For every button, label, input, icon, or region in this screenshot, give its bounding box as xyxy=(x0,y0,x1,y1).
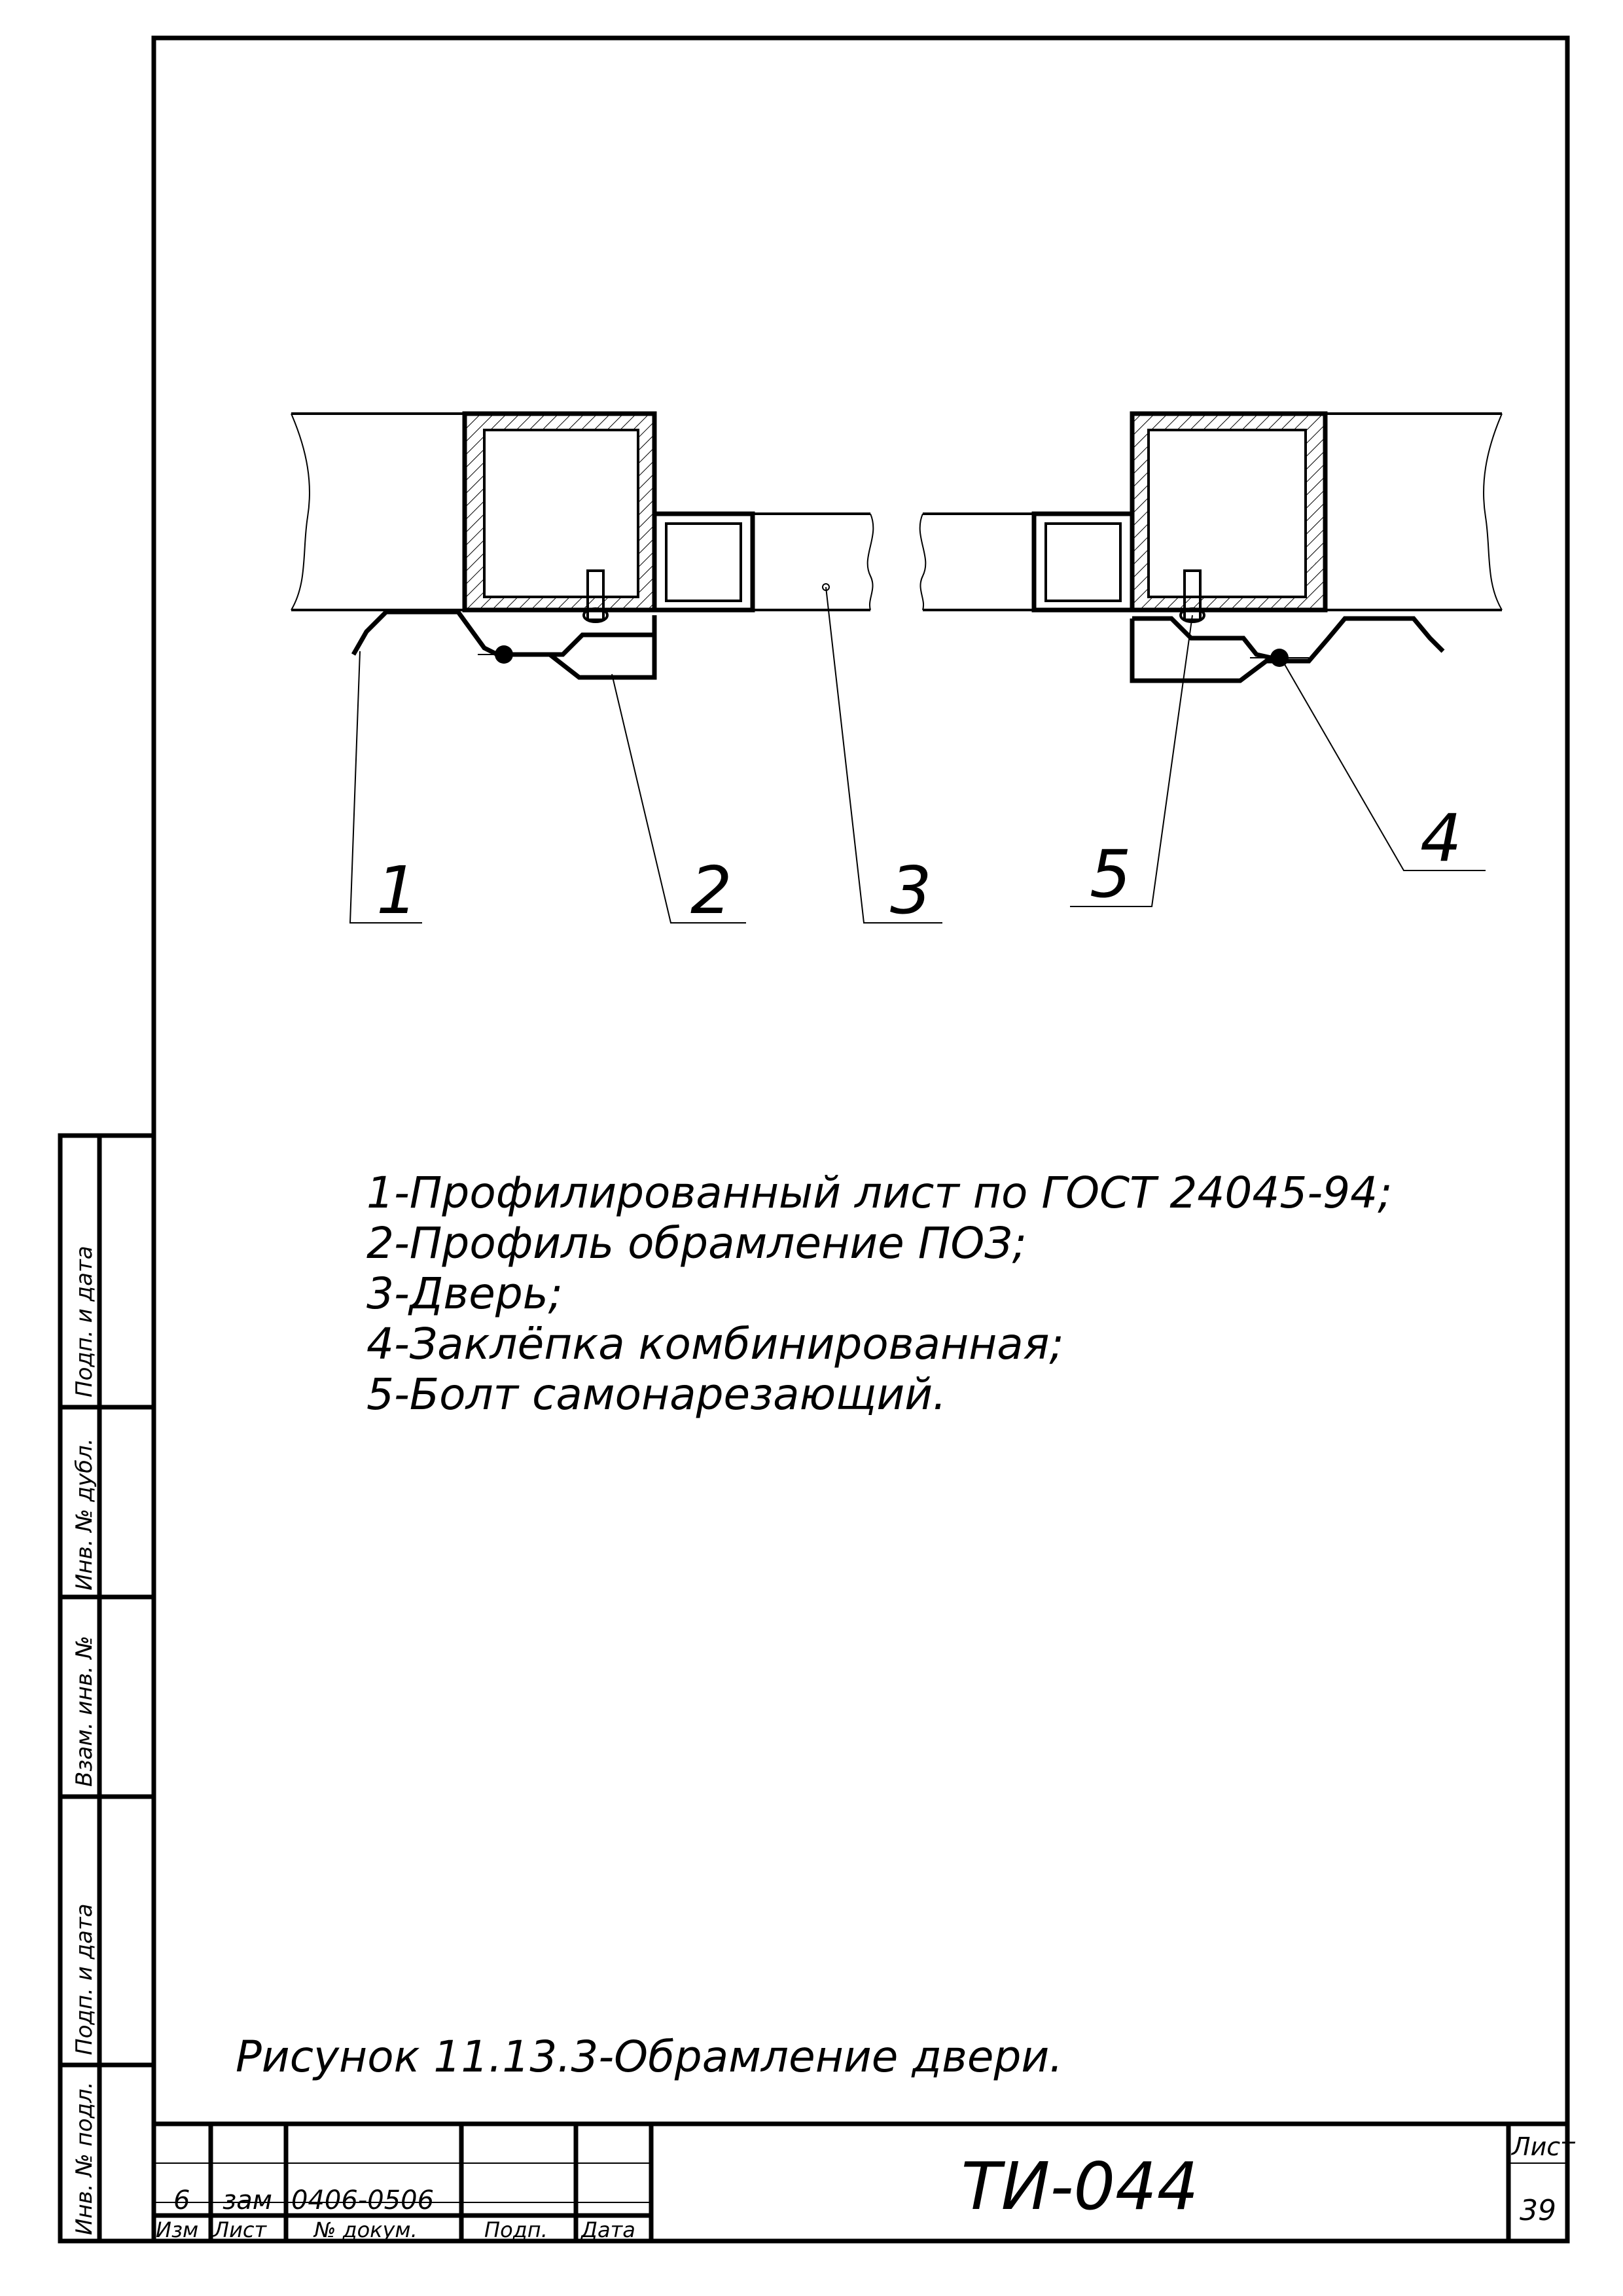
callout-1: 1 xyxy=(376,852,418,929)
left-frame-column xyxy=(465,414,654,610)
header-sign: Подп. xyxy=(484,2217,548,2242)
legend-item-5: 5-Болт самонарезающий. xyxy=(366,1369,947,1420)
side-stamp-vzam-inv: Взам. инв. № xyxy=(71,1636,98,1787)
door-right-part xyxy=(920,514,1132,610)
right-panel xyxy=(1325,414,1502,610)
document-code: ТИ-044 xyxy=(961,2148,1199,2225)
parts-legend xyxy=(366,1168,1392,1420)
callout-3: 3 xyxy=(890,852,932,929)
callout-5: 5 xyxy=(1090,836,1132,912)
sheet-number: 39 xyxy=(1520,2194,1556,2227)
figure-caption: Рисунок 11.13.3-Обрамление двери. xyxy=(236,2032,1063,2082)
right-frame-column xyxy=(1132,414,1325,610)
revision-kind: зам xyxy=(223,2185,272,2215)
side-stamp-podp-data-1: Подп. и дата xyxy=(71,1903,98,2055)
revision-change-no: 6 xyxy=(173,2185,190,2215)
side-stamp-inv-dubl: Инв. № дубл. xyxy=(71,1438,98,1590)
header-date: Дата xyxy=(581,2217,635,2242)
sheet-label: Лист xyxy=(1512,2132,1575,2161)
left-panel xyxy=(291,414,465,610)
left-profiled-sheet xyxy=(353,612,654,677)
legend-item-1: 1-Профилированный лист по ГОСТ 24045-94; xyxy=(366,1168,1393,1218)
legend-item-4: 4-Заклёпка комбинированная; xyxy=(366,1319,1064,1369)
header-list: Лист xyxy=(213,2217,267,2242)
door-frame-section-drawing xyxy=(291,414,1502,929)
callout-4: 4 xyxy=(1420,800,1462,876)
side-stamp-podp-data-2: Подп. и дата xyxy=(71,1246,98,1397)
side-stamp xyxy=(71,1246,98,2235)
side-stamp-inv-podl: Инв. № подл. xyxy=(71,2081,98,2235)
title-block xyxy=(154,2124,1576,2242)
right-profiled-sheet xyxy=(1132,619,1443,681)
callout-2: 2 xyxy=(690,852,732,929)
sheet-frame xyxy=(60,38,1567,2241)
header-doc: № докум. xyxy=(314,2217,418,2242)
revision-doc-no: 0406-0506 xyxy=(291,2185,435,2215)
legend-item-2: 2-Профиль обрамление ПОЗ; xyxy=(366,1218,1027,1268)
door-left-part xyxy=(654,514,873,610)
header-izm: Изм xyxy=(156,2217,199,2242)
legend-item-3: 3-Дверь; xyxy=(366,1268,563,1319)
